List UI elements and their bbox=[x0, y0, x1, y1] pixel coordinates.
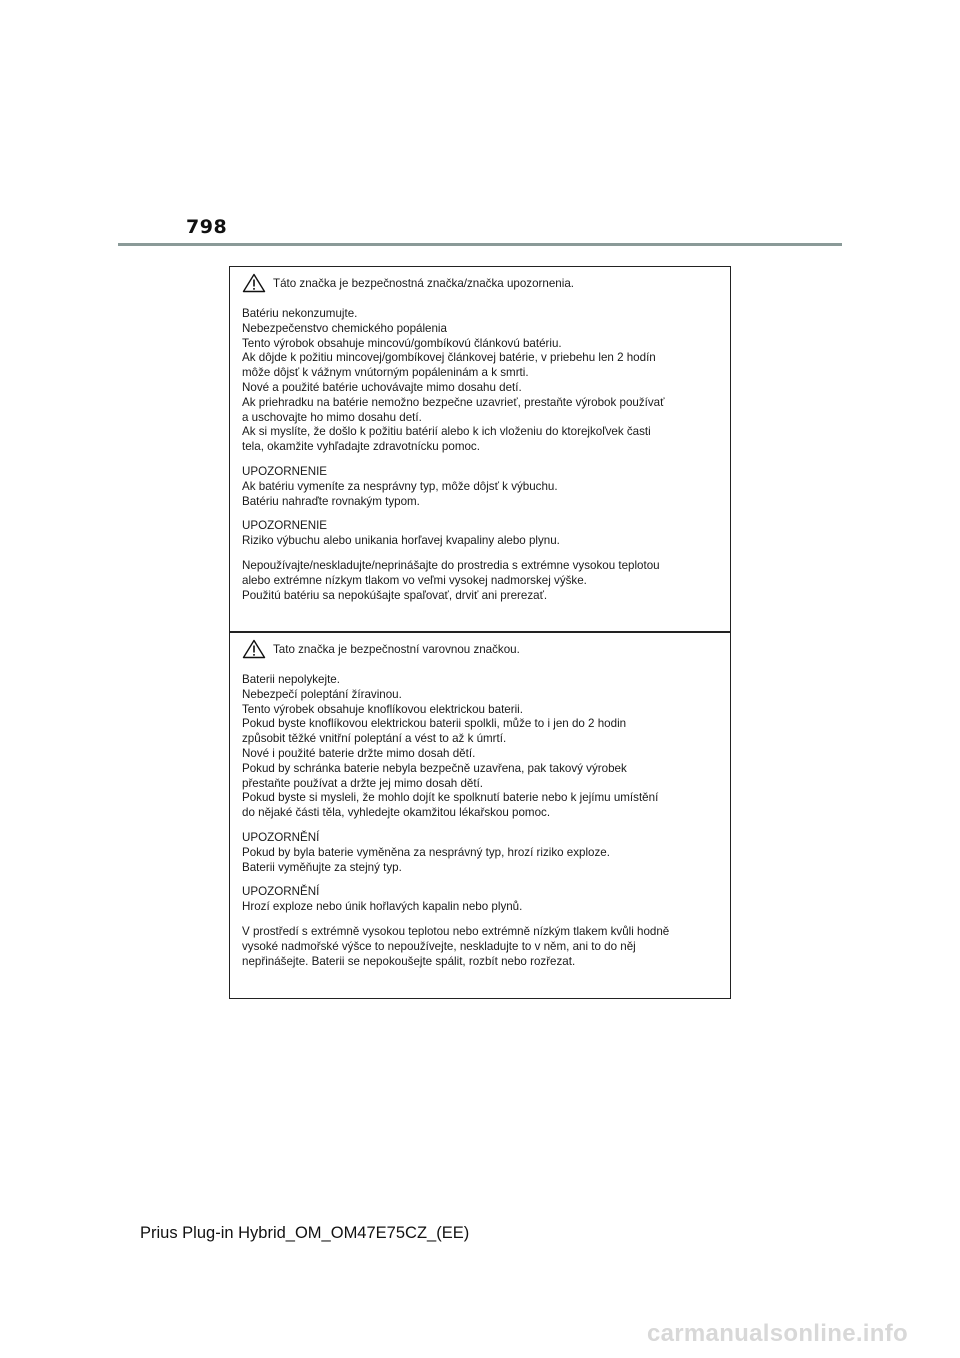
symbol-text-cz: Tato značka je bezpečnostní varovnou značkou. bbox=[273, 642, 520, 656]
text-line: UPOZORNENIE bbox=[242, 519, 328, 533]
text-line: Batériu nekonzumujte. bbox=[242, 307, 358, 320]
symbol-line-sk bbox=[242, 270, 720, 296]
text-line: Ak batériu vymeníte za nesprávny typ, môže dôjsť k výbuchu. bbox=[242, 479, 558, 493]
text-line: UPOZORNENIE bbox=[242, 464, 328, 478]
text-line: Nebezpečenstvo chemického popálenia bbox=[242, 321, 447, 335]
text-line: vysoké nadmořské výšce to nepoužívejte, neskladujte to v něm, ani to do něj bbox=[242, 939, 636, 953]
text-line: Baterii nepolykejte. bbox=[242, 673, 340, 686]
text-line: Ak si myslíte, že došlo k požitiu batérií alebo k ich vloženiu do ktorejkoľvek časti bbox=[242, 425, 651, 439]
text-line: Ak dôjde k požitiu mincovej/gombíkovej článkovej batérie, v priebehu len 2 hodín bbox=[242, 351, 656, 365]
watermark: carmanualsonline.info bbox=[646, 1320, 908, 1347]
text-line: môže dôjsť k vážnym vnútorným popáleninám a k smrti. bbox=[242, 366, 529, 380]
paragraph-cz-2 bbox=[242, 831, 720, 875]
text-line: Batériu nahraďte rovnakým typom. bbox=[242, 494, 420, 508]
paragraph-sk-4 bbox=[242, 559, 720, 603]
text-line: UPOZORNĚNÍ bbox=[242, 885, 320, 899]
text-line: a uschovajte ho mimo dosahu detí. bbox=[242, 410, 422, 424]
text-line: Tento výrobek obsahuje knoflíkovou elektrickou baterii. bbox=[242, 702, 523, 716]
text-line: Baterii vyměňujte za stejný typ. bbox=[242, 860, 402, 874]
header-rule bbox=[118, 243, 842, 246]
symbol-text-sk: Táto značka je bezpečnostná značka/značka upozornenia. bbox=[273, 276, 574, 290]
warning-section-cz bbox=[230, 633, 730, 998]
text-line: Pokud by schránka baterie nebyla bezpečně uzavřena, pak takový výrobek bbox=[242, 761, 627, 775]
text-line: Tento výrobok obsahuje mincovú/gombíkovú článkovú batériu. bbox=[242, 336, 562, 350]
text-line: Pokud byste knoflíkovou elektrickou baterii spolkli, může to i jen do 2 hodin bbox=[242, 717, 627, 731]
text-line: tela, okamžite vyhľadajte zdravotnícku pomoc. bbox=[242, 440, 480, 454]
text-line: Nové i použité baterie držte mimo dosah dětí. bbox=[242, 746, 476, 760]
symbol-line-cz bbox=[242, 636, 720, 662]
text-line: nepřinášejte. Baterii se nepokoušejte spálit, rozbít nebo rozřezat. bbox=[242, 954, 576, 968]
text-line: přestaňte používat a držte jej mimo dosah dětí. bbox=[242, 776, 484, 790]
warning-section-sk bbox=[230, 267, 730, 632]
text-line: Nebezpečí poleptání žíravinou. bbox=[242, 687, 402, 701]
text-line: Nové a použité batérie uchovávajte mimo dosahu detí. bbox=[242, 380, 522, 394]
text-line: Použitú batériu sa nepokúšajte spaľovať, drviť ani prerezať. bbox=[242, 588, 548, 602]
battery-warning-box bbox=[229, 266, 731, 999]
text-line: do nějaké části těla, vyhledejte okamžitou lékařskou pomoc. bbox=[242, 806, 551, 820]
paragraph-sk-3 bbox=[242, 519, 720, 549]
document-footer: Prius Plug-in Hybrid_OM_OM47E75CZ_(EE) bbox=[140, 1224, 470, 1242]
text-line: Hrozí exploze nebo únik hořlavých kapalin nebo plynů. bbox=[242, 900, 523, 914]
warning-triangle-icon bbox=[242, 273, 266, 293]
text-line: způsobit těžké vnitřní poleptání a vést to až k úmrtí. bbox=[242, 732, 507, 746]
text-line: Pokud byste si mysleli, že mohlo dojít ke spolknutí baterie nebo k jejímu umístění bbox=[242, 791, 659, 805]
text-line: Ak priehradku na batérie nemožno bezpečne uzavrieť, prestaňte výrobok používať bbox=[242, 395, 665, 409]
text-line: Pokud by byla baterie vyměněna za nesprávný typ, hrozí riziko exploze. bbox=[242, 845, 610, 859]
paragraph-sk-1 bbox=[242, 307, 720, 455]
page-number: 798 bbox=[186, 216, 228, 238]
paragraph-cz-3 bbox=[242, 885, 720, 915]
paragraph-sk-2 bbox=[242, 465, 720, 509]
text-line: Riziko výbuchu alebo unikania horľavej kvapaliny alebo plynu. bbox=[242, 534, 560, 548]
text-line: V prostředí s extrémně vysokou teplotou nebo extrémně nízkým tlakem kvůli hodně bbox=[242, 924, 670, 938]
warning-triangle-icon bbox=[242, 639, 266, 659]
text-line: Nepoužívajte/neskladujte/neprinášajte do prostredia s extrémne vysokou teplotou bbox=[242, 558, 660, 572]
paragraph-cz-4 bbox=[242, 925, 720, 969]
paragraph-cz-1 bbox=[242, 673, 720, 821]
text-line: alebo extrémne nízkym tlakom vo veľmi vysokej nadmorskej výške. bbox=[242, 573, 587, 587]
text-line: UPOZORNĚNÍ bbox=[242, 830, 320, 844]
